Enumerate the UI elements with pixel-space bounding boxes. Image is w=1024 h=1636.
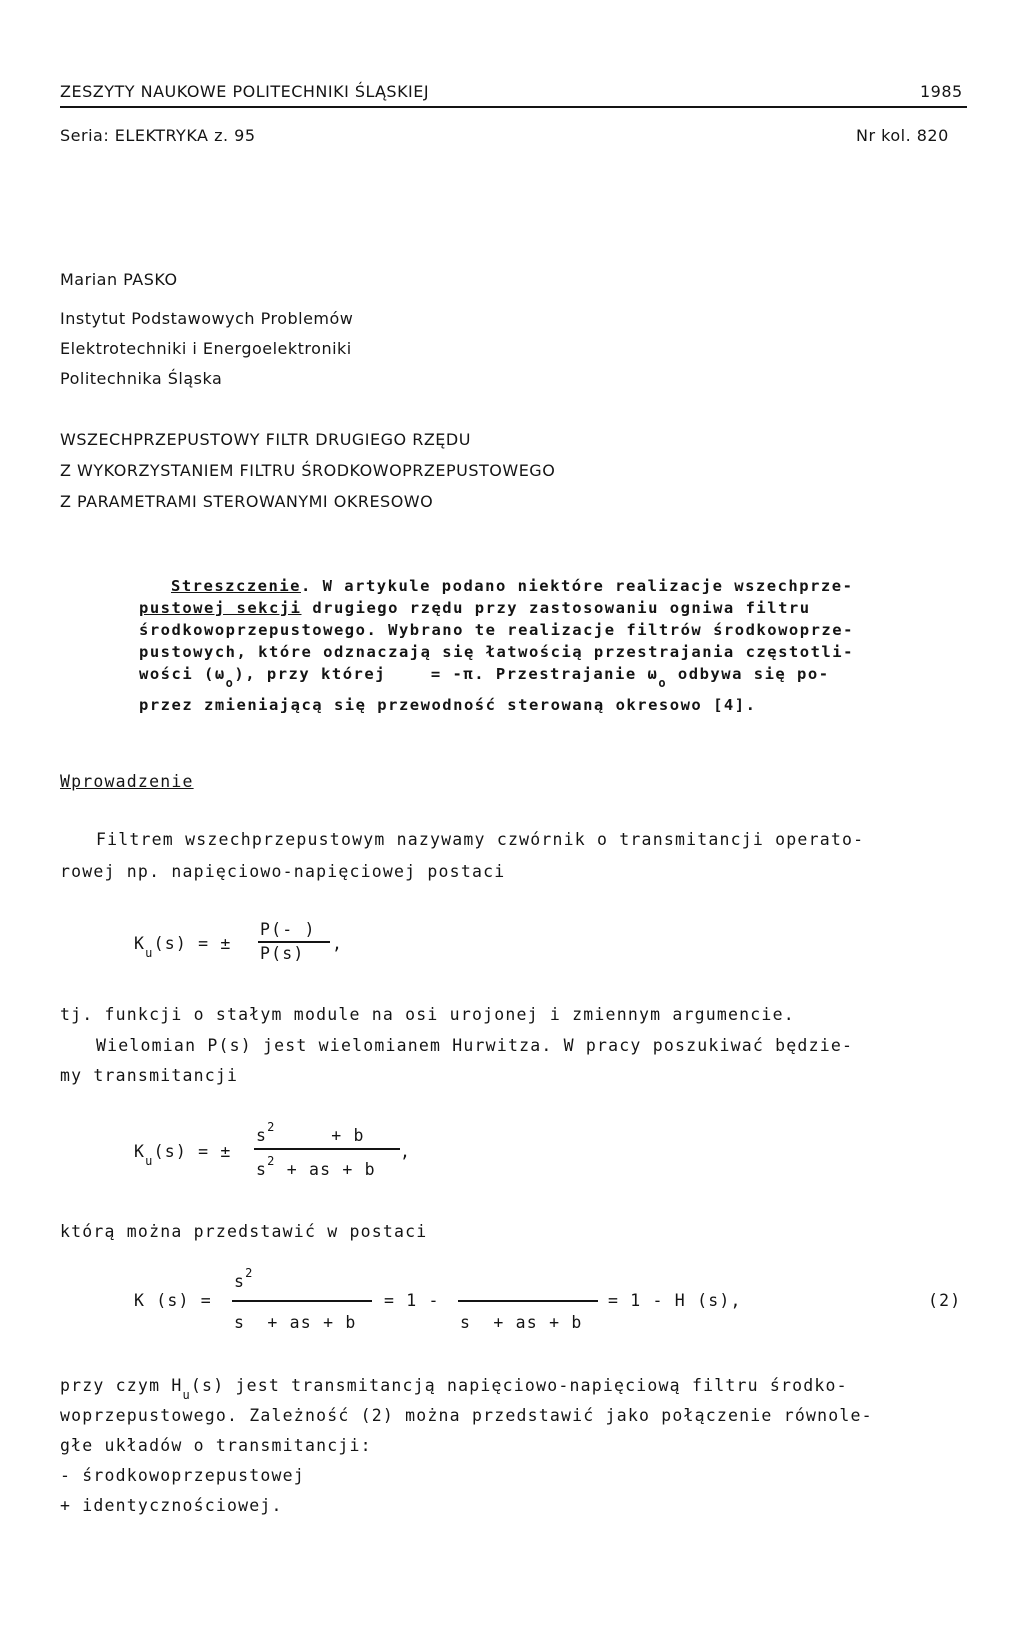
author: Marian PASKO — [60, 270, 178, 289]
equation-1-numerator: P(- ) — [260, 920, 316, 939]
affiliation-line: Politechnika Śląska — [60, 369, 223, 388]
equation-3-denominator-1: s + as + b — [234, 1313, 357, 1332]
year: 1985 — [920, 82, 963, 101]
abstract-heading: Streszczenie — [171, 577, 301, 595]
paragraph-line: którą można przedstawić w postaci — [60, 1222, 428, 1241]
paragraph-line: Filtrem wszechprzepustowym nazywamy czwórnik o transmitancji operato- — [96, 830, 865, 849]
paragraph-line: Wielomian P(s) jest wielomianem Hurwitza. W pracy poszukiwać będzie- — [96, 1036, 854, 1055]
equation-number: (2) — [928, 1291, 962, 1310]
paragraph-line: głe układów o transmitancji: — [60, 1436, 372, 1455]
paragraph-line: tj. funkcji o stałym module na osi urojonej i zmiennym argumencie. — [60, 1005, 795, 1024]
affiliation-line: Elektrotechniki i Energoelektroniki — [60, 339, 352, 358]
header-rule — [60, 106, 967, 108]
equation-1-denominator: P(s) — [260, 944, 305, 963]
equation-3-numerator-1: $s^2$ — [234, 1266, 254, 1291]
abstract-line: pustowych, które odznaczają się łatwością przestrajania częstotli- — [139, 643, 854, 661]
equation-3-fraction-bar-1 — [232, 1300, 372, 1302]
abstract-line: przez zmieniającą się przewodność sterowaną okresowo [4]. — [139, 696, 757, 714]
paragraph-line: my transmitancji — [60, 1066, 239, 1085]
title-line: Z WYKORZYSTANIEM FILTRU ŚRODKOWOPRZEPUSTOWEGO — [60, 461, 556, 480]
series: Seria: ELEKTRYKA z. 95 — [60, 126, 256, 145]
equation-2-denominator: $s^2$ + as + b — [256, 1154, 376, 1179]
equation-1-tail: , — [332, 934, 344, 953]
list-item: + identycznościowej. — [60, 1496, 283, 1515]
abstract-line: środkowoprzepustowego. Wybrano te realizacje filtrów środkowoprze- — [139, 621, 854, 639]
list-item: - środkowoprzepustowej — [60, 1466, 305, 1485]
issue-number: Nr kol. 820 — [856, 126, 949, 145]
equation-2: $K_u(s)$ = ± — [134, 1142, 232, 1168]
paragraph-line: woprzepustowego. Zależność (2) można przedstawić jako połączenie równole- — [60, 1406, 873, 1425]
equation-2-fraction-bar — [254, 1148, 400, 1150]
equation-3-lhs: K (s) = — [134, 1291, 212, 1310]
affiliation-line: Instytut Podstawowych Problemów — [60, 309, 354, 328]
paragraph-line: rowej np. napięciowo-napięciowej postaci — [60, 862, 506, 881]
section-heading: Wprowadzenie — [60, 772, 194, 791]
equation-2-numerator: $s^2$ + b — [256, 1120, 365, 1145]
equation-3-mid: = 1 - — [384, 1291, 440, 1310]
abstract-line: pustowej sekcji drugiego rzędu przy zastosowaniu ogniwa filtru — [139, 599, 811, 617]
title-line: Z PARAMETRAMI STEROWANYMI OKRESOWO — [60, 492, 434, 511]
equation-3-rhs: = 1 - H (s), — [608, 1291, 742, 1310]
abstract-line: wości $(\omega_o)$, przy której = -π. Przestrajanie $\omega_o$ odbywa się po- — [139, 665, 830, 690]
title-line: WSZECHPRZEPUSTOWY FILTR DRUGIEGO RZĘDU — [60, 430, 471, 449]
abstract-line: Streszczenie. W artykule podano niektóre realizacje wszechprze- — [171, 577, 854, 595]
equation-2-tail: , — [400, 1142, 412, 1161]
equation-3-denominator-2: s + as + b — [460, 1313, 583, 1332]
equation-1: $K_u(s)$ = ± — [134, 934, 232, 960]
journal-name: ZESZYTY NAUKOWE POLITECHNIKI ŚLĄSKIEJ — [60, 82, 430, 101]
equation-1-fraction-bar — [258, 941, 330, 943]
equation-3-fraction-bar-2 — [458, 1300, 598, 1302]
paragraph-line: przy czym $H_u(s)$ jest transmitancją napięciowo-napięciową filtru środko- — [60, 1376, 848, 1402]
